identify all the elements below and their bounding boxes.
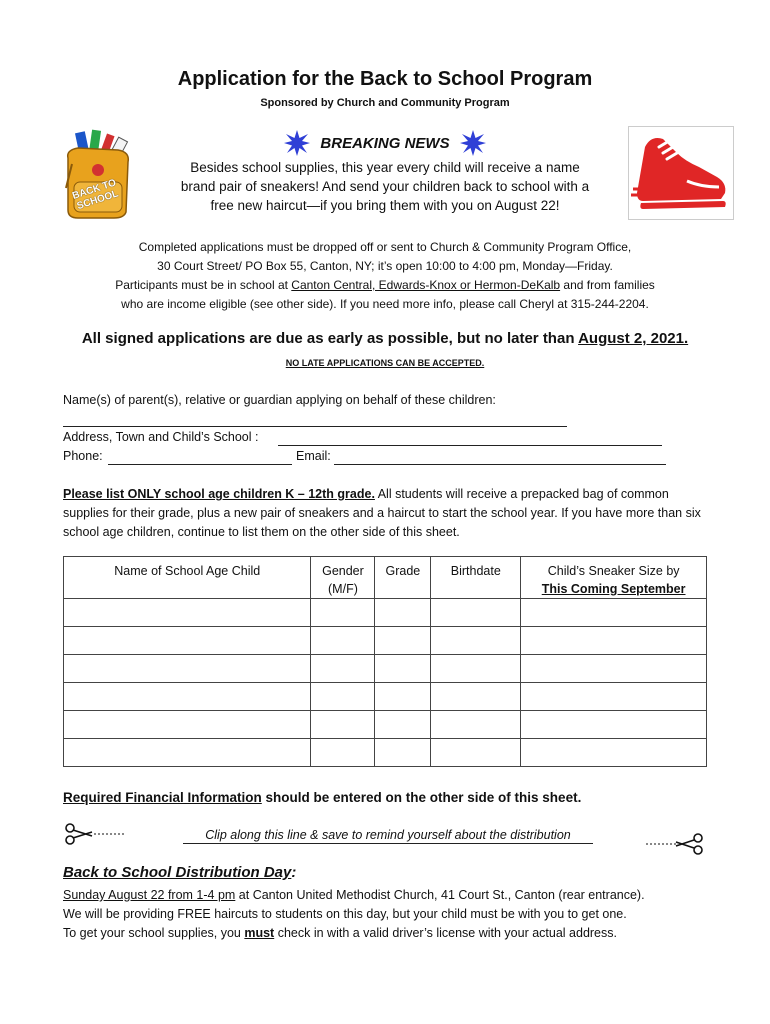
distribution-text: check in with a valid driver’s license with your actual address.	[274, 926, 617, 940]
child-gender-cell[interactable]	[311, 655, 375, 683]
children-instructions	[63, 485, 703, 542]
page-title: Application for the Back to School Program	[177, 68, 593, 90]
child-name-cell[interactable]	[64, 711, 311, 739]
child-sneaker-cell[interactable]	[521, 711, 707, 739]
column-header-grade: Grade	[375, 557, 431, 599]
starburst-right-icon	[460, 130, 486, 156]
child-name-cell[interactable]	[64, 599, 311, 627]
email-label: Email:	[296, 449, 331, 463]
guardian-label: Name(s) of parent(s), relative or guardian applying on behalf of these children:	[63, 393, 496, 407]
table-row	[64, 599, 707, 627]
financial-note-text: should be entered on the other side of this sheet.	[261, 790, 582, 805]
info-line: 30 Court Street/ PO Box 55, Canton, NY; it’s open 10:00 to 4:00 pm, Monday—Friday.	[157, 259, 613, 273]
breaking-news-heading: BREAKING NEWS	[320, 134, 450, 152]
sneaker-header-sub: This Coming September	[541, 582, 686, 596]
distribution-line	[63, 886, 723, 905]
starburst-left-icon	[284, 130, 310, 156]
column-header-sneaker-size	[521, 557, 707, 599]
breaking-news-text	[100, 158, 670, 215]
deadline-text: All signed applications are due as early as possible, but no later than	[81, 330, 579, 347]
table-row	[64, 739, 707, 767]
child-sneaker-cell[interactable]	[521, 655, 707, 683]
table-row	[64, 711, 707, 739]
child-grade-cell[interactable]	[375, 739, 431, 767]
child-grade-cell[interactable]	[375, 599, 431, 627]
gender-header-sub: (M/F)	[328, 582, 358, 596]
column-header-name: Name of School Age Child	[64, 557, 311, 599]
child-birthdate-cell[interactable]	[431, 655, 521, 683]
child-grade-cell[interactable]	[375, 683, 431, 711]
distribution-when: Sunday August 22 from 1-4 pm	[63, 888, 236, 902]
children-instructions-text: All students will receive a prepacked bag of common supplies for their grade, plus a new pair of sneakers and a haircut to start the school year. If you have more than six school age children, continue to list them on the other side of this sheet.	[63, 487, 701, 539]
children-table	[63, 556, 707, 767]
info-line: who are income eligible (see other side). If you need more info, please call Cheryl at 315-244-2204.	[121, 297, 649, 311]
child-birthdate-cell[interactable]	[431, 739, 521, 767]
eligible-schools: Canton Central, Edwards-Knox or Hermon-DeKalb	[291, 278, 561, 292]
phone-field[interactable]	[108, 464, 292, 465]
child-gender-cell[interactable]	[311, 627, 375, 655]
distribution-where: at Canton United Methodist Church, 41 Court St., Canton (rear entrance).	[235, 888, 645, 902]
news-line: brand pair of sneakers! And send your children back to school with a	[180, 179, 590, 194]
distribution-heading-text: Back to School Distribution Day	[63, 864, 292, 881]
child-grade-cell[interactable]	[375, 711, 431, 739]
child-grade-cell[interactable]	[375, 655, 431, 683]
child-sneaker-cell[interactable]	[521, 739, 707, 767]
distribution-text: To get your school supplies, you	[63, 926, 245, 940]
submission-info	[40, 238, 730, 314]
child-birthdate-cell[interactable]	[431, 599, 521, 627]
child-gender-cell[interactable]	[311, 711, 375, 739]
child-sneaker-cell[interactable]	[521, 627, 707, 655]
clip-line-text: Clip along this line & save to remind yourself about the distribution	[183, 828, 593, 844]
news-line: free new haircut—if you bring them with you on August 22!	[210, 198, 560, 213]
distribution-line: We will be providing FREE haircuts to students on this day, but your child must be with you to get one.	[63, 907, 627, 921]
child-gender-cell[interactable]	[311, 739, 375, 767]
column-header-birthdate: Birthdate	[431, 557, 521, 599]
no-late-notice	[0, 358, 770, 368]
table-row	[64, 683, 707, 711]
distribution-line	[63, 924, 723, 943]
gender-header-text: Gender	[322, 564, 364, 578]
child-name-cell[interactable]	[64, 655, 311, 683]
child-name-cell[interactable]	[64, 739, 311, 767]
table-row	[64, 627, 707, 655]
table-row	[64, 655, 707, 683]
financial-note	[63, 790, 581, 805]
phone-label: Phone:	[63, 449, 103, 463]
guardian-field[interactable]	[63, 426, 567, 427]
child-birthdate-cell[interactable]	[431, 627, 521, 655]
page-subtitle: Sponsored by Church and Community Program	[260, 97, 510, 109]
child-gender-cell[interactable]	[311, 683, 375, 711]
distribution-details	[63, 886, 723, 943]
financial-note-underlined: Required Financial Information	[63, 790, 262, 805]
child-sneaker-cell[interactable]	[521, 599, 707, 627]
child-name-cell[interactable]	[64, 683, 311, 711]
deadline-date: August 2, 2021.	[578, 330, 689, 347]
sneaker-header-text: Child’s Sneaker Size by	[547, 564, 680, 578]
news-line: Besides school supplies, this year every child will receive a name	[190, 160, 580, 175]
info-line	[40, 276, 730, 295]
breaking-news-heading-row	[0, 128, 770, 158]
child-birthdate-cell[interactable]	[431, 711, 521, 739]
scissors-right-icon	[646, 832, 704, 856]
info-text: and from families	[560, 278, 655, 292]
distribution-must: must	[244, 926, 275, 940]
child-gender-cell[interactable]	[311, 599, 375, 627]
child-sneaker-cell[interactable]	[521, 683, 707, 711]
deadline-statement	[0, 330, 770, 347]
email-field[interactable]	[334, 464, 666, 465]
info-text: Participants must be in school at	[115, 278, 292, 292]
no-late-text: NO LATE APPLICATIONS CAN BE ACCEPTED.	[285, 358, 485, 368]
child-birthdate-cell[interactable]	[431, 683, 521, 711]
column-header-gender	[311, 557, 375, 599]
child-name-cell[interactable]	[64, 627, 311, 655]
backpack-label: BACK TO SCHOOL	[71, 177, 120, 213]
distribution-heading	[63, 864, 296, 881]
distribution-heading-colon: :	[291, 864, 297, 881]
children-instructions-bold: Please list ONLY school age children K – 12th grade.	[63, 487, 375, 501]
scissors-left-icon	[64, 822, 128, 846]
address-label: Address, Town and Child’s School :	[63, 430, 259, 444]
table-header-row	[64, 557, 707, 599]
info-line: Completed applications must be dropped off or sent to Church & Community Program Office,	[138, 240, 632, 254]
child-grade-cell[interactable]	[375, 627, 431, 655]
address-field[interactable]	[278, 445, 662, 446]
